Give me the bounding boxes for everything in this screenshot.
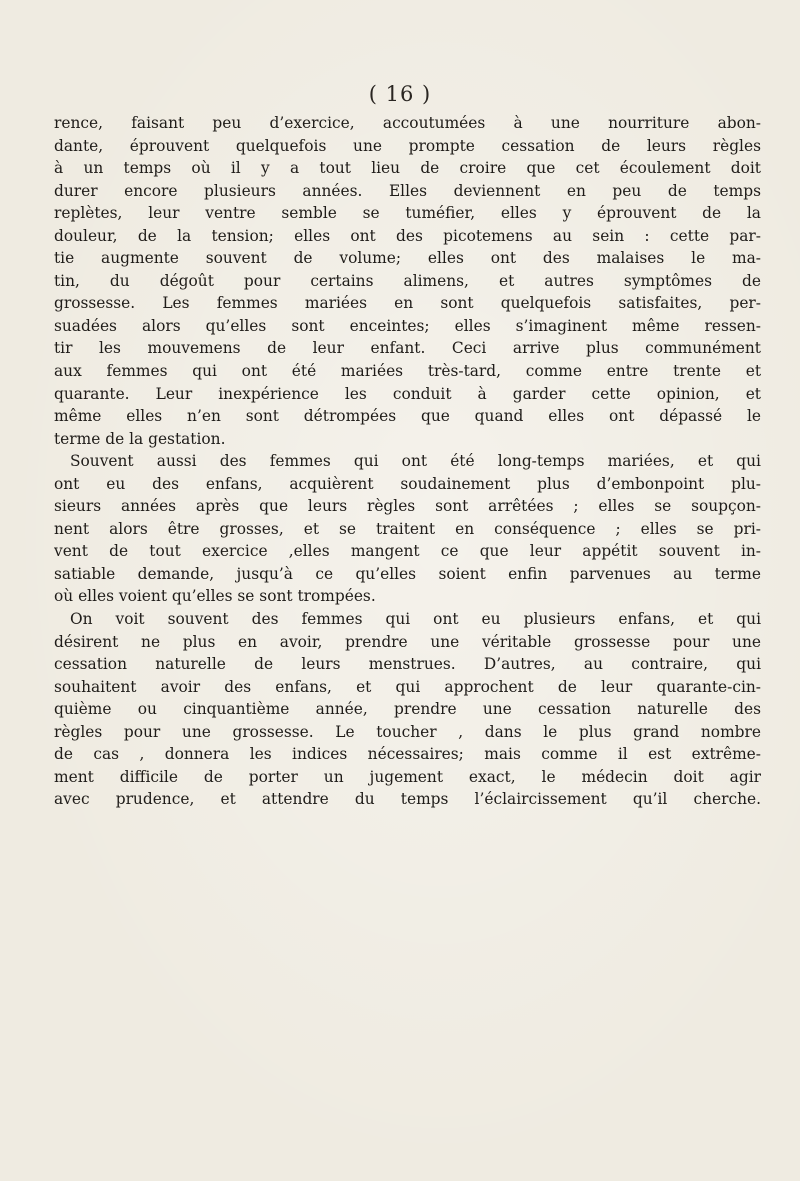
text-line: grossesse. Les femmes mariées en sont quelquefois satisfaites, per- xyxy=(54,294,761,313)
text-line: tie augmente souvent de volume; elles ont des malaises le ma- xyxy=(54,249,761,268)
text-line: même elles n’en sont détrompées que quand elles ont dépassé le xyxy=(54,407,761,426)
text-line: désirent ne plus en avoir, prendre une véritable grossesse pour une xyxy=(54,632,761,651)
text-line: suadées alors qu’elles sont enceintes; elles s’imaginent même ressen- xyxy=(54,316,761,335)
text-line: avec prudence, et attendre du temps l’éclaircissement qu’il cherche. xyxy=(54,790,761,809)
text-line: Souvent aussi des femmes qui ont été long-temps mariées, et qui xyxy=(70,452,761,471)
text-line: de cas , donnera les indices nécessaires; mais comme il est extrême- xyxy=(54,745,761,764)
text-line: On voit souvent des femmes qui ont eu plusieurs enfans, et qui xyxy=(70,610,761,629)
text-line: où elles voient qu’elles se sont trompées. xyxy=(54,587,376,606)
text-line: rence, faisant peu d’exercice, accoutumées à une nourriture abon- xyxy=(54,114,761,132)
text-line: quarante. Leur inexpérience les conduit à garder cette opinion, et xyxy=(54,384,761,403)
text-line: durer encore plusieurs années. Elles deviennent en peu de temps xyxy=(54,181,761,200)
text-line: sieurs années après que leurs règles sont arrêtées ; elles se soupçon- xyxy=(54,497,761,516)
text-line: à un temps où il y a tout lieu de croire que cet écoulement doit xyxy=(54,159,761,178)
text-line: ment difficile de porter un jugement exact, le médecin doit agir xyxy=(54,767,761,786)
text-line: dante, éprouvent quelquefois une prompte cessation de leurs règles xyxy=(54,136,761,155)
body-text xyxy=(54,112,761,811)
text-line: tir les mouvemens de leur enfant. Ceci arrive plus communément xyxy=(54,339,761,358)
text-line: terme de la gestation. xyxy=(54,429,226,448)
text-line: souhaitent avoir des enfans, et qui approchent de leur quarante-cin- xyxy=(54,677,761,696)
text-line: nent alors être grosses, et se traitent en conséquence ; elles se pri- xyxy=(54,519,761,538)
text-line: satiable demande, jusqu’à ce qu’elles soient enfin parvenues au terme xyxy=(54,564,761,583)
text-line: tin, du dégoût pour certains alimens, et autres symptômes de xyxy=(54,271,761,290)
text-line: quième ou cinquantième année, prendre une cessation naturelle des xyxy=(54,700,761,719)
text-line: aux femmes qui ont été mariées très-tard, comme entre trente et xyxy=(54,362,761,381)
text-line: douleur, de la tension; elles ont des picotemens au sein : cette par- xyxy=(54,226,761,245)
text-line: replètes, leur ventre semble se tuméfier, elles y éprouvent de la xyxy=(54,204,761,223)
text-line: vent de tout exercice ,elles mangent ce que leur appétit souvent in- xyxy=(54,542,761,561)
text-line: cessation naturelle de leurs menstrues. D’autres, au contraire, qui xyxy=(54,655,761,674)
page-number: ( 16 ) xyxy=(368,82,432,106)
text-line: règles pour une grossesse. Le toucher , dans le plus grand nombre xyxy=(54,722,761,741)
text-line: ont eu des enfans, acquièrent soudainement plus d’embonpoint plu- xyxy=(54,474,761,493)
